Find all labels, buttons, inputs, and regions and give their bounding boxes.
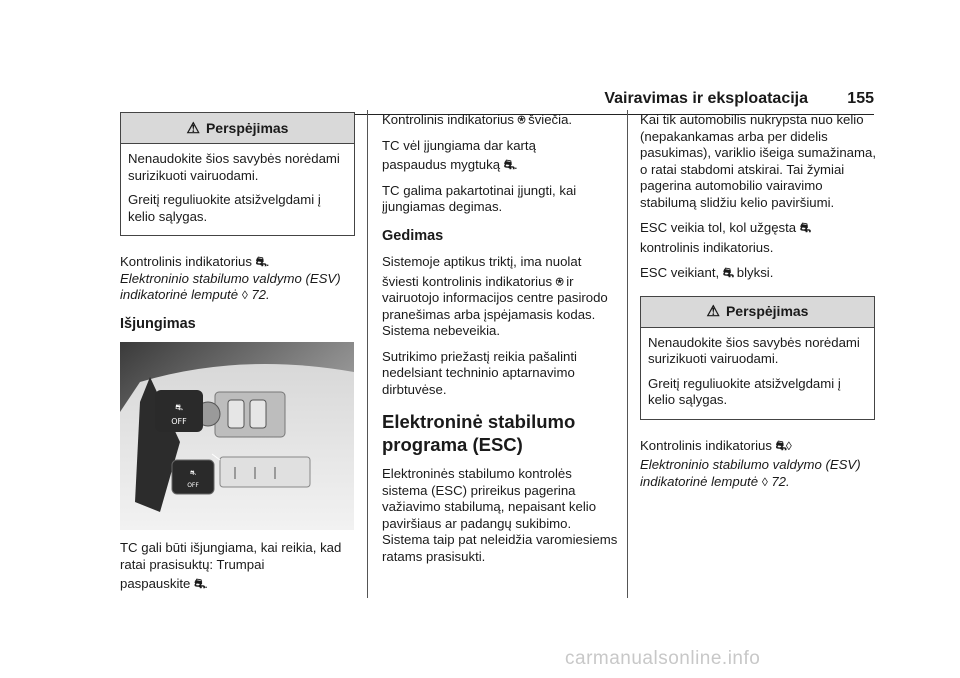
warning-triangle-icon: ⚠ [706, 303, 720, 320]
paragraph: šviesti kontrolinis indikatorius ⍟ ir vairuotojo informacijos centre pasirodo pranešimas arba įspėjamasis kodas. Sistema nebeveikia. [382, 273, 608, 338]
paragraph: paspauskite ⛐. [120, 576, 208, 591]
watermark: carmanualsonline.info [565, 648, 761, 669]
warning-header: ⚠ Perspėjimas [641, 297, 874, 328]
svg-text:⛐: ⛐ [189, 469, 197, 477]
section-heading: Elektroninė stabilumo programa (ESC) [382, 411, 576, 455]
fault-lamp-icon: ⍟ [517, 112, 525, 127]
section-heading: Išjungimas [120, 315, 196, 332]
column-3 [640, 112, 876, 499]
warning-box [120, 112, 355, 236]
paragraph: Kai tik automobilis nukrypsta nuo kelio (nepakankamas arba per didelis pasukimas), variklio išeiga sumažinama, o ratai stabdomi atskirai. Tai žymiai pagerina automobilio vairavimo stabilumą slidžiu kelio paviršiumi. [640, 112, 876, 210]
section-heading: Gedimas [382, 227, 444, 244]
paragraph: TC galima pakartotinai įjungti, kai įjungiamas degimas. [382, 182, 577, 214]
svg-text:⛐: ⛐ [175, 403, 183, 413]
cross-reference: Elektroninio stabilumo valdymo (ESV) indikatorinė lemputė ◊ 72. [120, 270, 341, 302]
esc-car-icon: ⛐ [722, 265, 734, 280]
page-number: 155 [847, 90, 874, 107]
page-reference: 72 [251, 287, 266, 302]
warning-box [640, 296, 875, 420]
esc-car-icon: ⛐ [194, 576, 205, 591]
paragraph: TC gali būti išjungiama, kai reikia, kad ratai prasisuktų: Trumpai [120, 540, 342, 572]
page-ref-arrow-icon: ◊ [241, 288, 248, 302]
paragraph: ESC veikia tol, kol užgęsta ⛐ [640, 220, 811, 235]
warning-triangle-icon: ⚠ [186, 119, 200, 137]
paragraph: Sutrikimo priežastį reikia pašalinti nedelsiant techninio aptarnavimo dirbtuvėse. [382, 348, 577, 397]
warning-text: Nenaudokite šios savybės norėdami surizikuoti vairuodami. [128, 151, 340, 183]
warning-text: Nenaudokite šios savybės norėdami surizikuoti vairuodami. [648, 334, 860, 366]
esc-car-icon: ⛐ [775, 437, 786, 453]
fault-lamp-icon: ⍟ [555, 273, 563, 289]
dashboard-button-photo [120, 342, 354, 530]
paragraph: Kontrolinis indikatorius ⍟ šviečia. [382, 112, 573, 127]
column-1 [120, 112, 356, 602]
warning-text: Greitį reguliuokite atsižvelgdami į kelio sąlygas. [128, 192, 321, 224]
page-ref-arrow-icon: ◊ [785, 438, 792, 453]
paragraph: kontrolinis indikatorius. [640, 239, 774, 255]
column-divider [627, 110, 628, 598]
paragraph: Kontrolinis indikatorius ⛐◊ [640, 437, 792, 453]
esc-car-icon: ⛐ [799, 220, 811, 235]
paragraph: Elektroninės stabilumo kontrolės sistema (ESC) prireikus pagerina važiavimo stabilumą, nepaisant kelio paviršiaus ar padangų sukibimo. Sistema taip pat neleidžia varomiesiems ratams prasisukti. [382, 466, 618, 564]
paragraph: ESC veikiant, ⛐ blyksi. [640, 265, 774, 280]
section-title: Vairavimas ir eksploatacija [604, 90, 808, 107]
page-ref-arrow-icon: ◊ [761, 474, 768, 489]
page-reference: 72 [771, 473, 786, 489]
svg-text:OFF: OFF [171, 417, 187, 426]
paragraph: Kontrolinis indikatorius ⛐. [120, 254, 270, 269]
warning-header: ⚠ Perspėjimas [121, 113, 354, 144]
warning-text: Greitį reguliuokite atsižvelgdami į kelio sąlygas. [648, 375, 841, 407]
cross-reference: Elektroninio stabilumo valdymo (ESV) indikatorinė lemputė ◊ 72. [640, 457, 861, 489]
paragraph: Sistemoje aptikus triktį, ima nuolat [382, 254, 582, 269]
column-2 [382, 112, 618, 574]
esc-car-icon: ⛐ [255, 254, 266, 269]
column-divider [367, 110, 368, 598]
esc-car-icon: ⛐ [503, 157, 514, 172]
svg-text:OFF: OFF [187, 482, 199, 489]
paragraph: paspaudus mygtuką ⛐. [382, 157, 518, 172]
paragraph: TC vėl įjungiama dar kartą [382, 137, 536, 153]
